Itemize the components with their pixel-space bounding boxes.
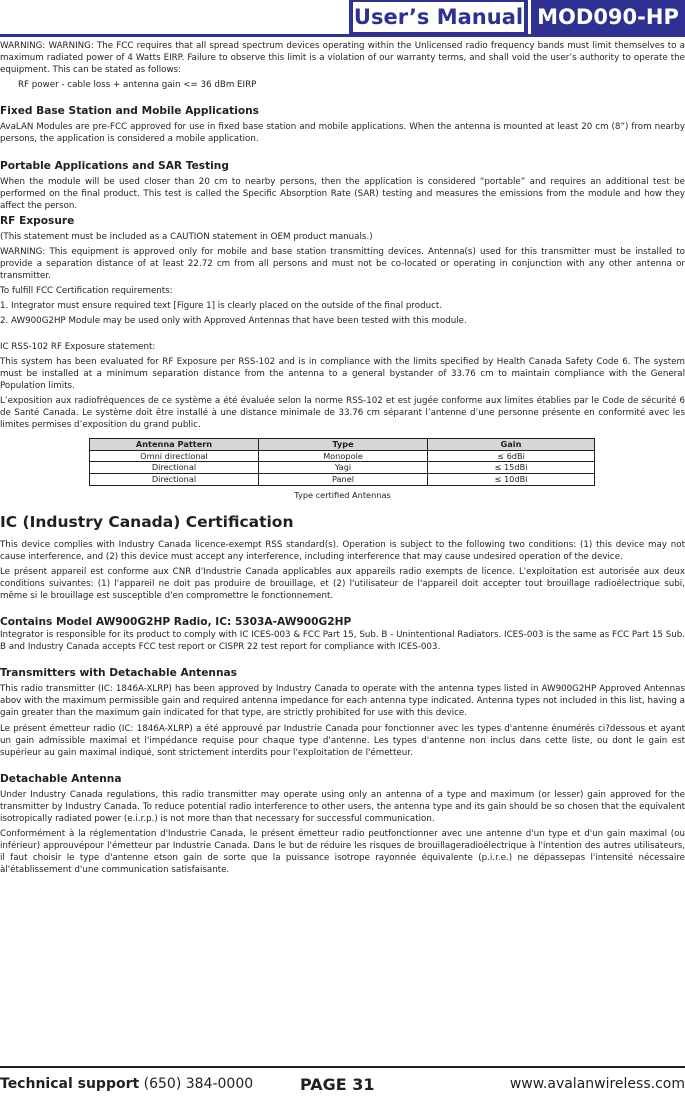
header-rule bbox=[0, 34, 685, 37]
header-antenna-pattern: Antenna Pattern bbox=[90, 439, 259, 451]
fcc-warning: WARNING: WARNING: The FCC requires that all spread spectrum devices operating within the Unlicensed radio frequency bands must limit themselves to a maximum radiated power of 4 Watts EIRP. Failure to observe this limit is a violation of our warranty terms, and shall void the user’s authority to operate the equipment. This can be stated as follows: bbox=[0, 41, 685, 76]
rss102-text-en: This system has been evaluated for RF Exposure per RSS-102 and is in compliance with the limits specified by Health Canada Safety Code 6. The system must be installed at a minimum separation distance from the antenna to a general bystander of 33.76 cm to maintain compliance with the General Population limits. bbox=[0, 356, 685, 391]
cell-type: Panel bbox=[259, 473, 428, 485]
header-gain: Gain bbox=[428, 439, 595, 451]
portable-heading: Portable Applications and SAR Testing bbox=[0, 159, 229, 172]
table-row bbox=[90, 473, 595, 485]
detachable-antenna-heading: Detachable Antenna bbox=[0, 772, 122, 785]
rf-exposure-note: (This statement must be included as a CAUTION statement in OEM product manuals.) bbox=[0, 231, 373, 242]
contains-text: Integrator is responsible for its product to comply with IC ICES-003 & FCC Part 15, Sub. B - Unintentional Radiators. ICES-003 is the same as FCC Part 15 Sub. B and Industry Canada accepts FCC test report or CISPR 22 test report for compliance with ICES-003. bbox=[0, 630, 685, 653]
detachable-antenna-text-fr: Conformément à la réglementation d'Industrie Canada, le présent émetteur radio peutfonctionner avec une antenne d'un type et d'un gain maximal (ou inférieur) approuvépour l'émetteur par Industrie Canada. Dans le but de réduire les risques de brouillageradioélectrique à l'intention des autres utilisateurs, il faut choisir le type d'antenne etson gain de sorte que la puissance isotrope rayonnée équivalente (p.i.r.e.) ne dépassepas l'intensité nécessaire àl'établissement d'une communication satisfaisante. bbox=[0, 829, 685, 876]
technical-support-phone: (650) 384-0000 bbox=[143, 1076, 254, 1092]
cell-pattern: Directional bbox=[90, 462, 259, 474]
rf-exposure-item-1: 1. Integrator must ensure required text [Figure 1] is clearly placed on the outside of the final product. bbox=[0, 301, 443, 312]
cell-gain: ≤ 10dBi bbox=[428, 473, 595, 485]
antenna-table bbox=[89, 438, 595, 485]
rss102-text-fr: L’exposition aux radiofréquences de ce système a été évaluée selon la norme RSS-102 et est jugée conforme aux limites établies par le Code de sécurité 6 de Santé Canada. Le système doit être installé à une distance minimale de 33.76 cm séparant l’antenne d’une personne présente en conformité avec les limites permises d’exposition du grand public. bbox=[0, 395, 685, 431]
users-manual-label: User’s Manual bbox=[353, 2, 524, 32]
detachable-transmitters-text-fr: Le présent émetteur radio (IC: 1846A-XLRP) a été approuvé par Industrie Canada pour fonctionner avec les types d'antenne énumérés ci?dessous et ayant un gain admissible maximal et l'impédance requise pour chaque type d'antenne. Les types d'antenne non inclus dans cette liste, ou dont le gain est supérieur au gain maximal indiqué, sont strictement interdits pour l'exploitation de l'émetteur. bbox=[0, 723, 685, 758]
ic-cert-text-fr: Le présent appareil est conforme aux CNR d'Industrie Canada applicables aux appareils radio exempts de licence. L'exploitation est autorisée aux deux conditions suivantes: (1) l'appareil ne doit pas produire de brouillage, et (2) l'utilisateur de l'appareil doit accepter tout brouillage radioélectrique subi, même si le brouillage est susceptible d'en compromettre le fonctionnement. bbox=[0, 566, 685, 601]
cell-type: Monopole bbox=[259, 450, 428, 462]
antenna-table-header-row bbox=[90, 439, 595, 451]
contains-heading: Contains Model AW900G2HP Radio, IC: 5303A-AW900G2HP bbox=[0, 616, 352, 629]
rf-exposure-item-2: 2. AW900G2HP Module may be used only with Approved Antennas that have been tested with this module. bbox=[0, 316, 467, 327]
rf-exposure-heading: RF Exposure bbox=[0, 214, 75, 227]
fcc-formula: RF power - cable loss + antenna gain <= 36 dBm EIRP bbox=[18, 80, 257, 91]
website-link[interactable]: www.avalanwireless.com bbox=[509, 1076, 685, 1092]
page-content bbox=[0, 40, 685, 880]
page-footer bbox=[0, 1066, 685, 1106]
ic-cert-heading: IC (Industry Canada) Certification bbox=[0, 512, 294, 531]
cell-gain: ≤ 6dBi bbox=[428, 450, 595, 462]
cell-pattern: Omni directional bbox=[90, 450, 259, 462]
detachable-transmitters-heading: Transmitters with Detachable Antennas bbox=[0, 667, 237, 680]
page-number: PAGE 31 bbox=[300, 1075, 375, 1094]
cell-type: Yagi bbox=[259, 462, 428, 474]
page-header bbox=[0, 0, 685, 38]
detachable-antenna-text-en: Under Industry Canada regulations, this radio transmitter may operate using only an antenna of a type and maximum (or lesser) gain approved for the transmitter by Industry Canada. To reduce potential radio interference to other users, the antenna type and its gain should be so chosen that the equivalent isotropically radiated power (e.i.r.p.) is not more than that necessary for successful communication. bbox=[0, 789, 685, 825]
cell-gain: ≤ 15dBi bbox=[428, 462, 595, 474]
ic-cert-text-en: This device complies with Industry Canada licence-exempt RSS standard(s). Operation is subject to the following two conditions: (1) this device may not cause interference, and (2) this device must accept any interference, including interference that may cause undesired operation of the device. bbox=[0, 539, 685, 562]
footer-rule bbox=[0, 1066, 685, 1068]
technical-support-label: Technical support bbox=[0, 1076, 140, 1092]
detachable-transmitters-text-en: This radio transmitter (IC: 1846A-XLRP) has been approved by Industry Canada to operate with the antenna types listed in AW900G2HP Approved Antennas abov with the maximum permissible gain and required antenna impedance for each antenna type indicated. Antenna types not included in this list, having a gain greater than the maximum gain indicated for that type, are strictly prohibited for use with this device. bbox=[0, 684, 685, 719]
fixed-base-heading: Fixed Base Station and Mobile Applications bbox=[0, 105, 259, 118]
table-row bbox=[90, 462, 595, 474]
model-tab: MOD090-HP bbox=[531, 0, 685, 34]
fixed-base-text: AvaLAN Modules are pre-FCC approved for use in fixed base station and mobile applications. When the antenna is mounted at least 20 cm (8”) from nearby persons, the application is considered a mobile application. bbox=[0, 122, 685, 145]
users-manual-tab bbox=[349, 0, 528, 34]
cell-pattern: Directional bbox=[90, 473, 259, 485]
rss102-heading: IC RSS-102 RF Exposure statement: bbox=[0, 341, 156, 352]
antenna-table-caption: Type certified Antennas bbox=[294, 489, 391, 500]
technical-support bbox=[0, 1076, 253, 1092]
rf-exposure-warning: WARNING: This equipment is approved only for mobile and base station transmitting devices. Antenna(s) used for this transmitter must be installed to provide a separation distance of at least 22.72 cm from all persons and must not be co-located or operating in conjunction with any other antenna or transmitter. bbox=[0, 246, 685, 282]
header-type: Type bbox=[259, 439, 428, 451]
table-row bbox=[90, 450, 595, 462]
portable-text: When the module will be used closer than 20 cm to nearby persons, then the application is considered “portable” and requires an additional test be performed on the final product. This test is called the Specific Absorption Rate (SAR) testing and measures the emissions from the module and how they affect the person. bbox=[0, 176, 685, 211]
rf-exposure-fulfill: To fulfill FCC Certification requirements: bbox=[0, 286, 173, 297]
